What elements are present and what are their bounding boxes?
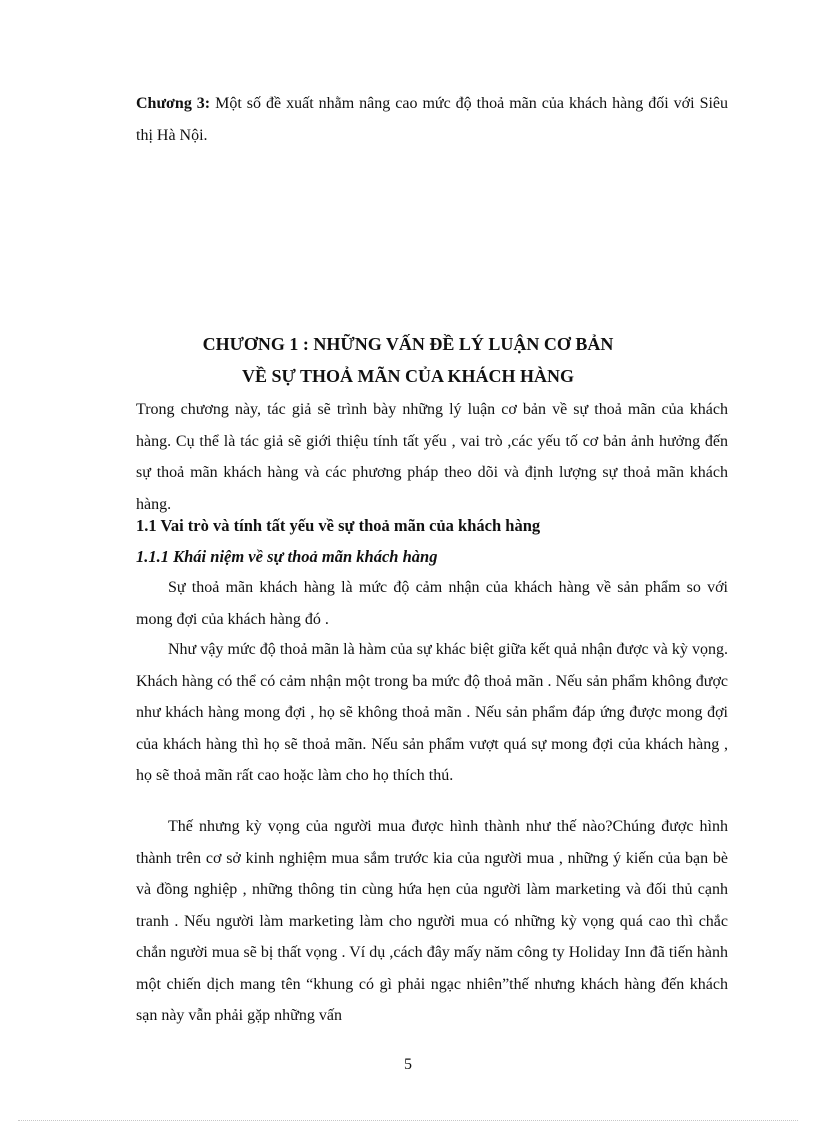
section-1-1-heading: 1.1 Vai trò và tính tất yếu về sự thoả mãn của khách hàng [136,516,541,535]
chapter3-label: Chương 3: [136,95,211,112]
chapter3-paragraph [136,88,728,151]
page-number: 5 [404,1056,412,1073]
chapter1-intro-paragraph: Trong chương này, tác giả sẽ trình bày những lý luận cơ bản về sự thoả mãn của khách hàng. Cụ thể là tác giả sẽ giới thiệu tính tất yếu , vai trò ,các yếu tố cơ bản ảnh hưởng đến sự thoả mãn khách hàng và các phương pháp theo dõi và định lượng sự thoả mãn khách hàng. [136,401,728,513]
page-bottom-border [18,1120,798,1121]
chapter1-title-line1: CHƯƠNG 1 : NHỮNG VẤN ĐỀ LÝ LUẬN CƠ BẢN [202,334,614,354]
body-paragraph-2: Như vậy mức độ thoả mãn là hàm của sự khác biệt giữa kết quả nhận được và kỳ vọng. Khách hàng có thể có cảm nhận một trong ba mức độ thoả mãn . Nếu sản phẩm không được như khách hàng mong đợi , họ sẽ không thoả mãn . Nếu sản phẩm đáp ứng được mong đợi của khách hàng thì họ sẽ thoả mãn. Nếu sản phẩm vượt quá sự mong đợi của khách hàng , họ sẽ thoả mãn rất cao hoặc làm cho họ thích thú. [136,641,728,784]
chapter1-title-line2: VỀ SỰ THOẢ MÃN CỦA KHÁCH HÀNG [241,366,574,386]
chapter3-text: Một số đề xuất nhằm nâng cao mức độ thoả mãn của khách hàng đối với Siêu thị Hà Nội. [136,95,729,144]
body-paragraph-1: Sự thoả mãn khách hàng là mức độ cảm nhận của khách hàng về sản phẩm so với mong đợi của khách hàng đó . [136,579,728,628]
section-1-1-1-heading: 1.1.1 Khái niệm về sự thoả mãn khách hàng [136,547,438,566]
body-paragraph-3: Thế nhưng kỳ vọng của người mua được hình thành như thế nào?Chúng được hình thành trên cơ sở kinh nghiệm mua sắm trước kia của người mua , những ý kiến của bạn bè và đồng nghiệp , những thông tin cùng hứa hẹn của người làm marketing và đối thủ cạnh tranh . Nếu người làm marketing làm cho người mua có những kỳ vọng quá cao thì chắc chắn người mua sẽ bị thất vọng . Ví dụ ,cách đây mấy năm công ty Holiday Inn đã tiến hành một chiến dịch mang tên “khung có gì phải ngạc nhiên”thế nhưng khách hàng đến khách sạn này vẫn phải gặp những vấn [136,818,728,1024]
